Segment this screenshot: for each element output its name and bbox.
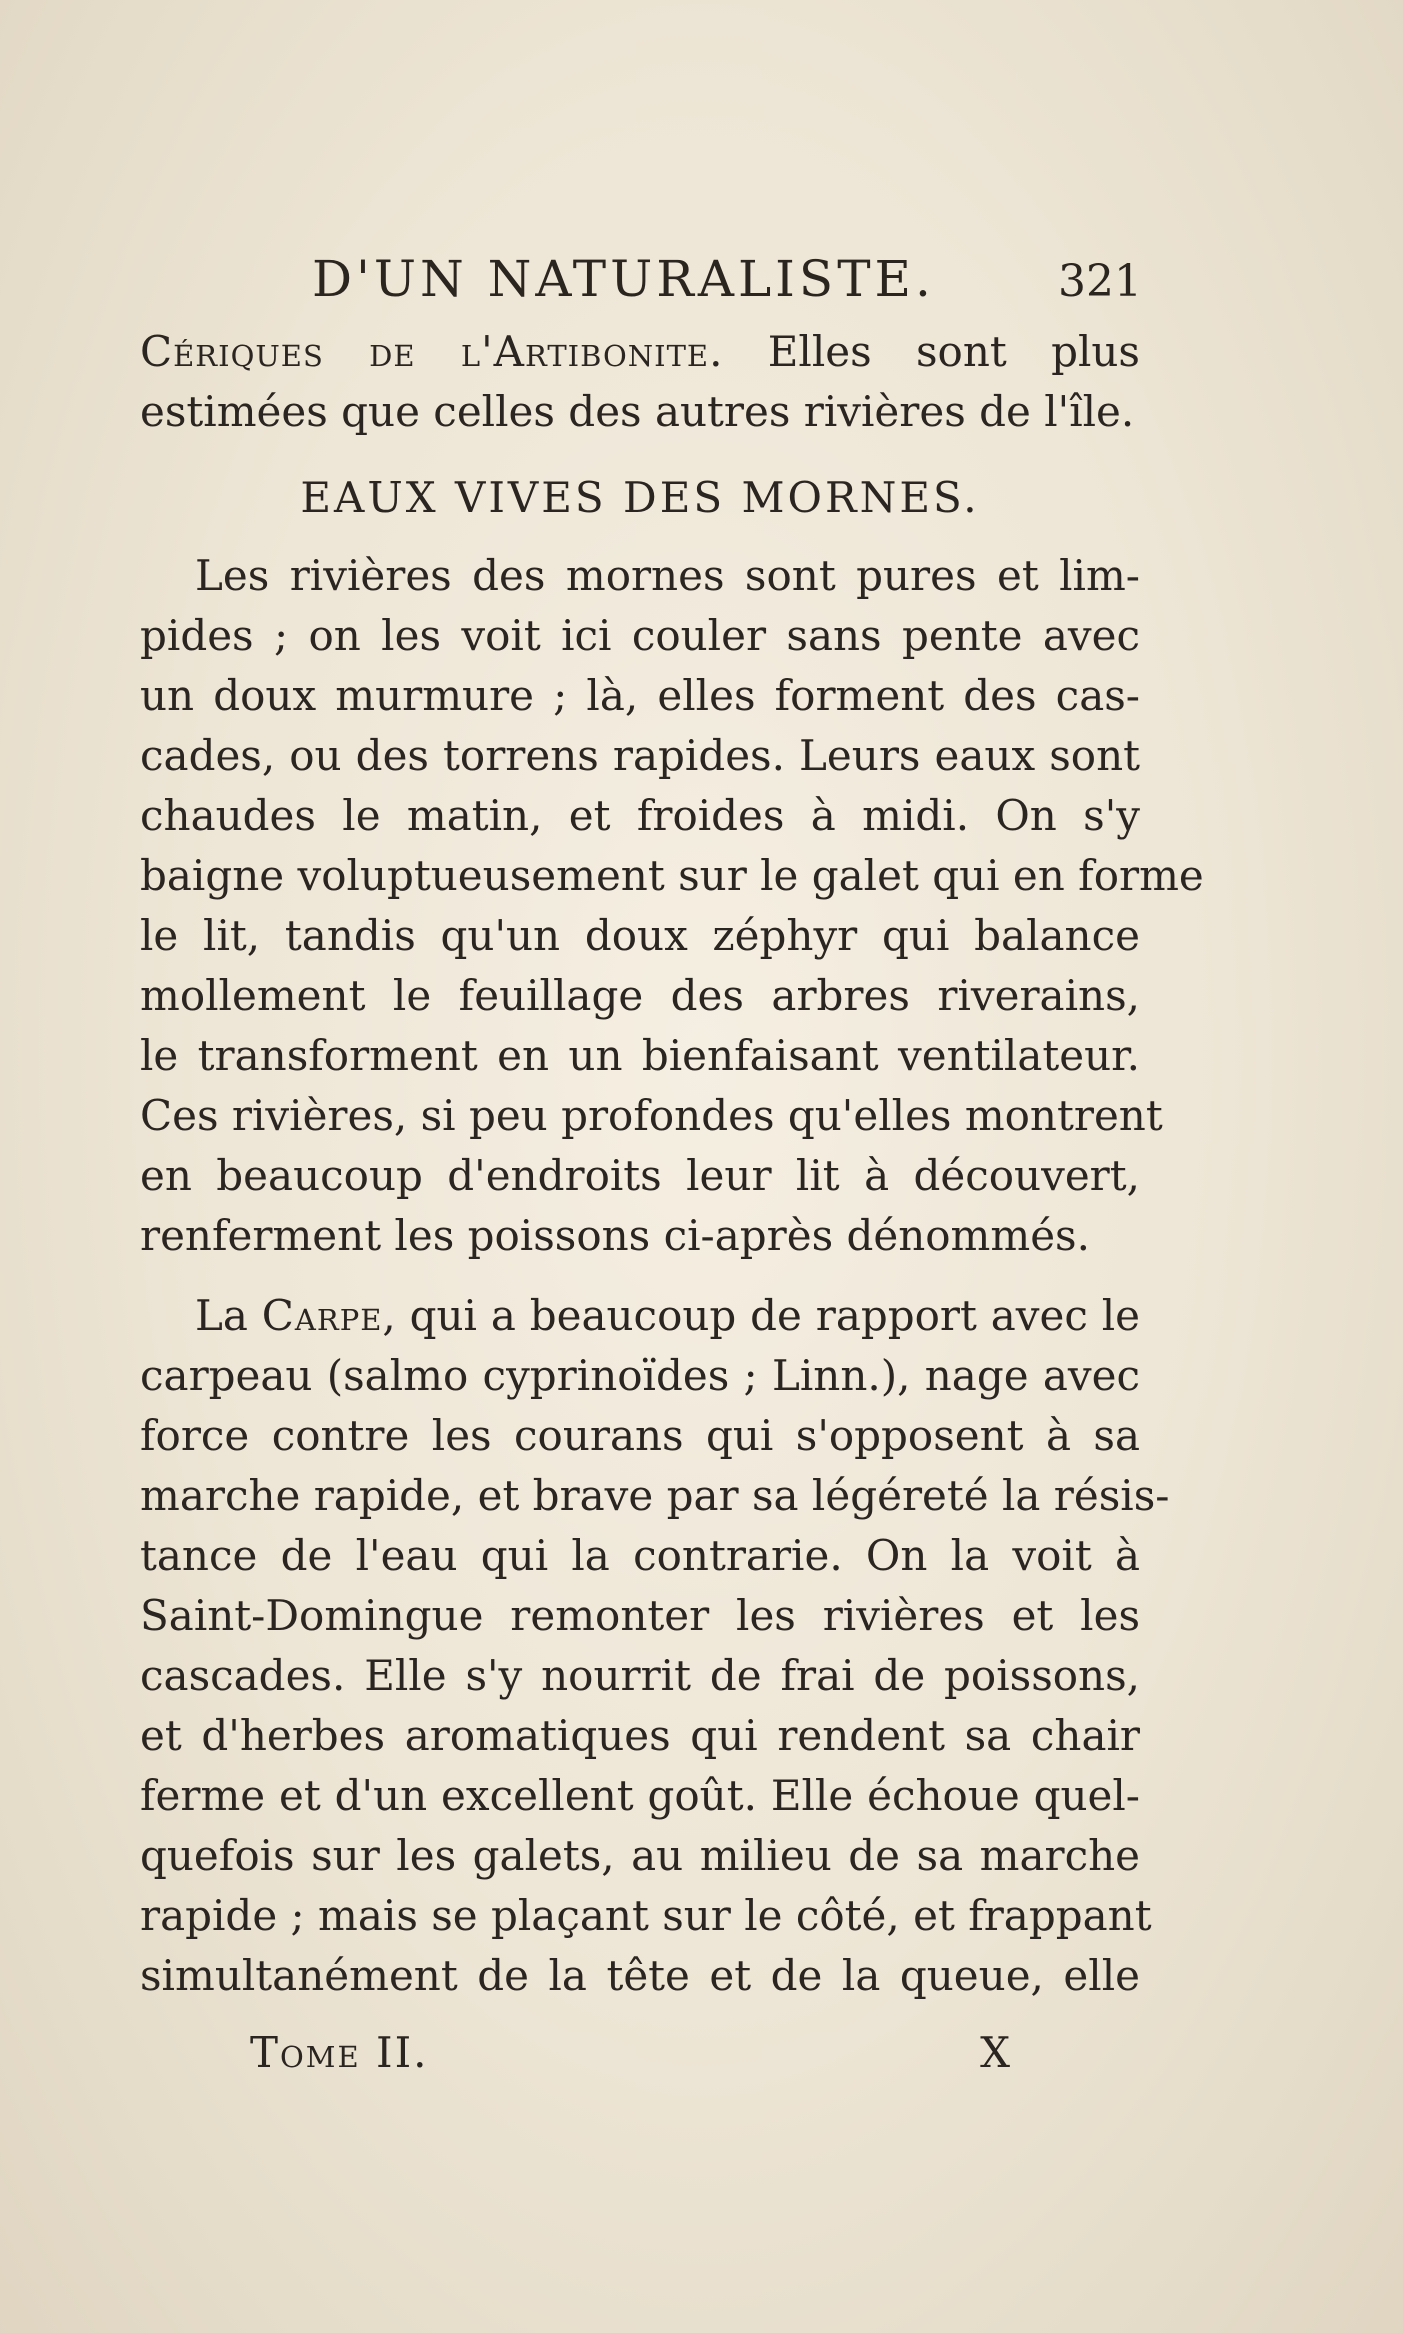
- text-line: estimées que celles des autres rivières de l'île.: [140, 387, 1135, 436]
- text-line: [140, 322, 1140, 382]
- text-line: rapide ; mais se plaçant sur le côté, et frappant: [140, 1891, 1152, 1940]
- species-name: Cériques de l'Artibonite.: [140, 327, 724, 376]
- text-line: ferme et d'un excellent goût. Elle échoue quel-: [140, 1771, 1140, 1820]
- text-line: chaudes le matin, et froides à midi. On s'y: [140, 791, 1140, 840]
- text-line: Saint-Domingue remonter les rivières et les: [140, 1591, 1140, 1640]
- text-line: tance de l'eau qui la contrarie. On la voit à: [140, 1531, 1140, 1580]
- section-heading: EAUX VIVES DES MORNES.: [300, 473, 980, 522]
- text-line: quefois sur les galets, au milieu de sa marche: [140, 1831, 1140, 1880]
- text-span: Elles sont plus: [723, 327, 1140, 376]
- text-line: force contre les courans qui s'opposent à sa: [140, 1411, 1140, 1460]
- text-line: renferment les poissons ci-après dénommés.: [140, 1211, 1090, 1260]
- text-line: le transforment en un bienfaisant ventilateur.: [140, 1031, 1140, 1080]
- text-span: La: [195, 1291, 262, 1340]
- text-line: Ces rivières, si peu profondes qu'elles montrent: [140, 1091, 1163, 1140]
- text-line: carpeau (salmo cyprinoïdes ; Linn.), nage avec: [140, 1351, 1140, 1400]
- body-text: [140, 322, 1204, 2006]
- text-span: , qui a beaucoup de rapport avec le: [382, 1291, 1141, 1340]
- text-line: [140, 1286, 1140, 1346]
- volume-label: Tome II.: [250, 2028, 429, 2077]
- text-line: cascades. Elle s'y nourrit de frai de poissons,: [140, 1651, 1140, 1700]
- signature-mark: X: [980, 2028, 1010, 2077]
- page-number: 321: [1058, 256, 1142, 307]
- text-line: le lit, tandis qu'un doux zéphyr qui balance: [140, 911, 1140, 960]
- text-line: pides ; on les voit ici couler sans pente avec: [140, 611, 1140, 660]
- text-line: baigne voluptueusement sur le galet qui en forme: [140, 851, 1204, 900]
- species-name: Carpe: [261, 1291, 383, 1340]
- text-line: simultanément de la tête et de la queue, elle: [140, 1951, 1140, 2000]
- text-line: et d'herbes aromatiques qui rendent sa chair: [140, 1711, 1140, 1760]
- text-line: mollement le feuillage des arbres riverains,: [140, 971, 1140, 1020]
- text-line: en beaucoup d'endroits leur lit à découvert,: [140, 1151, 1140, 1200]
- paragraph-gap: [140, 1266, 1140, 1286]
- text-line: un doux murmure ; là, elles forment des cas-: [140, 671, 1140, 720]
- text-line: Les rivières des mornes sont pures et lim-: [195, 551, 1140, 600]
- text-line: cades, ou des torrens rapides. Leurs eaux sont: [140, 731, 1140, 780]
- page-header: [312, 250, 1142, 320]
- page-footer: [250, 2028, 1010, 2088]
- text-line: marche rapide, et brave par sa légéreté la résis-: [140, 1471, 1170, 1520]
- running-title: D'UN NATURALISTE.: [312, 250, 935, 308]
